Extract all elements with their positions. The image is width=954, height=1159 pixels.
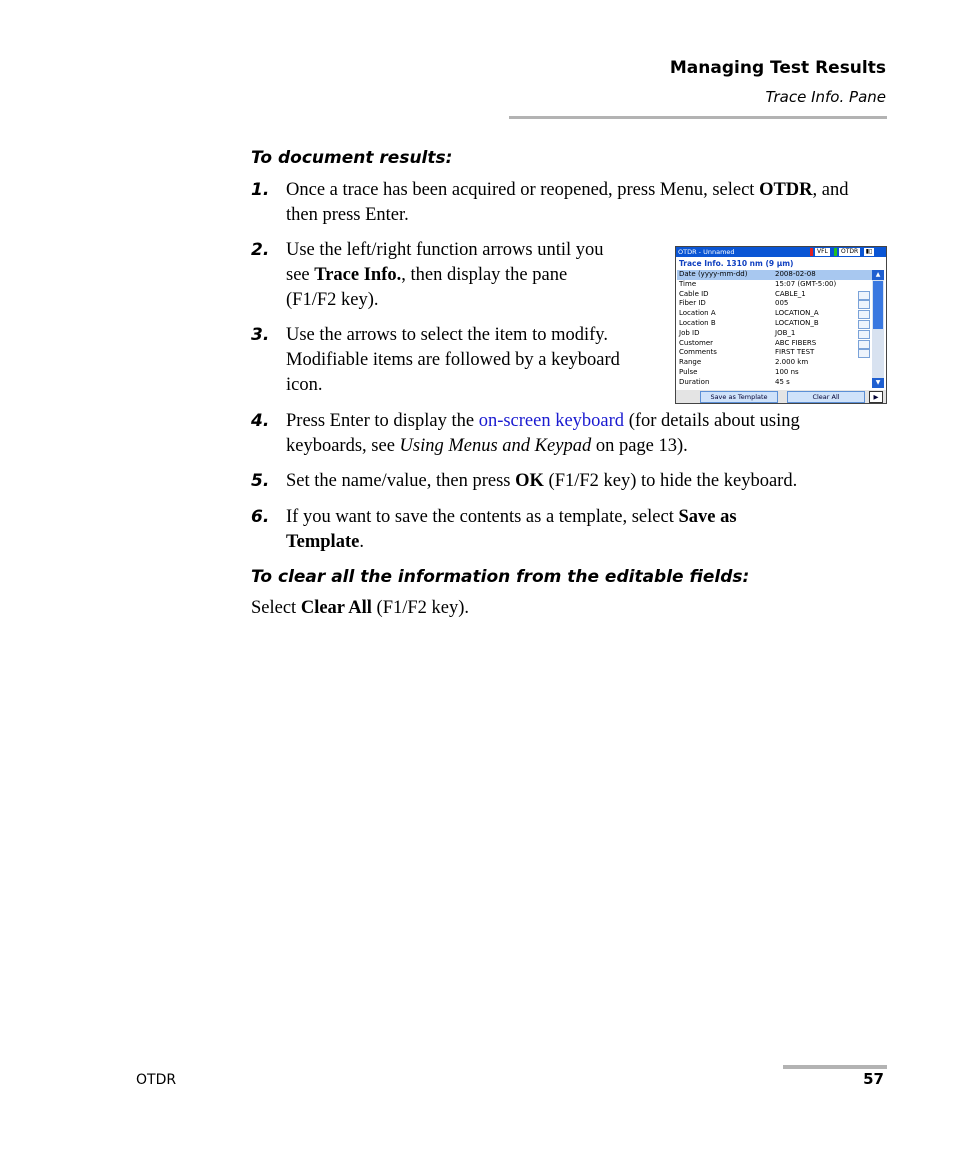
list-item[interactable] bbox=[677, 358, 872, 368]
step-3-text: Use the arrows to select the item to modify. Modifiable items are followed by a keyboard icon. bbox=[286, 325, 620, 395]
header-rule bbox=[509, 116, 887, 119]
battery-icon: ▮▯ bbox=[865, 248, 873, 255]
step-6-text: If you want to save the contents as a template, select Save as Template. bbox=[286, 507, 737, 552]
save-as-template-button[interactable]: Save as Template bbox=[700, 391, 778, 403]
field-label: Duration bbox=[679, 377, 710, 386]
function-bar bbox=[676, 390, 886, 403]
clear-all-button[interactable]: Clear All bbox=[787, 391, 865, 403]
field-value: JOB_1 bbox=[775, 328, 796, 337]
next-arrow-icon[interactable]: ▶ bbox=[869, 391, 883, 403]
header-subtitle: Trace Info. Pane bbox=[765, 88, 886, 106]
list-item[interactable] bbox=[677, 348, 872, 358]
field-value: LOCATION_A bbox=[775, 309, 819, 318]
field-label: Comments bbox=[679, 348, 717, 357]
clear-all-instruction: Select Clear All (F1/F2 key). bbox=[251, 598, 470, 618]
field-label: Job ID bbox=[679, 328, 700, 337]
list-item[interactable] bbox=[677, 339, 872, 349]
list-item[interactable] bbox=[677, 309, 872, 319]
field-value: 15:07 (GMT-5:00) bbox=[775, 279, 837, 288]
keyboard-icon[interactable] bbox=[858, 310, 870, 319]
section-heading-clear: To clear all the information from the editable fields: bbox=[251, 567, 750, 587]
step-2-text: Use the left/right function arrows until you see Trace Info., then display the pane (F1/F2 key). bbox=[286, 240, 604, 310]
page-number: 57 bbox=[863, 1070, 884, 1088]
scroll-thumb[interactable] bbox=[873, 281, 883, 329]
list-item[interactable] bbox=[677, 329, 872, 339]
field-value: 45 s bbox=[775, 377, 790, 386]
trace-info-screenshot bbox=[675, 246, 887, 404]
step-6-number: 6. bbox=[251, 507, 270, 527]
field-label: Date (yyyy-mm-dd) bbox=[679, 270, 748, 278]
keyboard-icon[interactable] bbox=[858, 349, 870, 358]
section-heading-document: To document results: bbox=[251, 148, 453, 168]
keyboard-icon[interactable] bbox=[858, 330, 870, 339]
step-5-text: Set the name/value, then press OK (F1/F2 key) to hide the keyboard. bbox=[286, 471, 798, 491]
footer-product: OTDR bbox=[136, 1072, 177, 1088]
list-item[interactable] bbox=[677, 319, 872, 329]
field-label: Time bbox=[679, 279, 697, 288]
keyboard-icon[interactable] bbox=[858, 300, 870, 309]
list-item[interactable] bbox=[677, 280, 872, 290]
step-3-number: 3. bbox=[251, 325, 270, 345]
field-label: Customer bbox=[679, 338, 714, 347]
field-value: CABLE_1 bbox=[775, 289, 806, 298]
vfl-led bbox=[810, 248, 813, 256]
field-label: Location B bbox=[679, 318, 716, 327]
keyboard-icon[interactable] bbox=[858, 291, 870, 300]
scroll-down-icon[interactable]: ▼ bbox=[872, 378, 884, 388]
field-label: Pulse bbox=[679, 367, 698, 376]
trace-info-list bbox=[677, 270, 872, 388]
list-item[interactable] bbox=[677, 299, 872, 309]
scrollbar[interactable] bbox=[872, 270, 884, 388]
screen-title: OTDR - Unnamed bbox=[678, 248, 735, 256]
list-item[interactable] bbox=[677, 368, 872, 378]
pane-title: Trace Info. 1310 nm (9 μm) bbox=[679, 259, 794, 268]
field-label: Cable ID bbox=[679, 289, 709, 298]
field-value: ABC FIBERS bbox=[775, 338, 817, 347]
otdr-led bbox=[834, 248, 837, 256]
screen-title-bar bbox=[676, 247, 886, 257]
field-value: FIRST TEST bbox=[775, 348, 815, 357]
step-5-number: 5. bbox=[251, 471, 270, 491]
field-value: 100 ns bbox=[775, 367, 799, 376]
keyboard-icon[interactable] bbox=[858, 340, 870, 349]
keyboard-icon[interactable] bbox=[858, 320, 870, 329]
field-value: 2008-02-08 bbox=[775, 270, 816, 278]
field-label: Fiber ID bbox=[679, 299, 706, 308]
on-screen-keyboard-link[interactable]: on-screen keyboard bbox=[478, 411, 625, 431]
field-label: Location A bbox=[679, 309, 716, 318]
step-2-number: 2. bbox=[251, 240, 270, 260]
step-4-number: 4. bbox=[251, 411, 270, 431]
field-value: LOCATION_B bbox=[775, 318, 819, 327]
field-label: Range bbox=[679, 358, 702, 367]
list-item[interactable] bbox=[677, 378, 872, 388]
vfl-indicator: VFL bbox=[817, 248, 828, 255]
header-title: Managing Test Results bbox=[669, 58, 886, 78]
list-item[interactable] bbox=[677, 270, 872, 280]
list-item[interactable] bbox=[677, 290, 872, 300]
step-4-text: Press Enter to display the on-screen keyboard (for details about using keyboards, see Using Menus and Keypad on page 13). bbox=[286, 411, 800, 456]
scroll-up-icon[interactable]: ▲ bbox=[872, 270, 884, 280]
field-value: 005 bbox=[775, 299, 789, 308]
step-1-number: 1. bbox=[251, 180, 270, 200]
field-value: 2.000 km bbox=[775, 358, 809, 367]
step-1-text: Once a trace has been acquired or reopened, press Menu, select OTDR, and then press Enter. bbox=[286, 180, 849, 225]
otdr-indicator: OTDR bbox=[841, 248, 859, 255]
footer-rule bbox=[783, 1065, 887, 1069]
